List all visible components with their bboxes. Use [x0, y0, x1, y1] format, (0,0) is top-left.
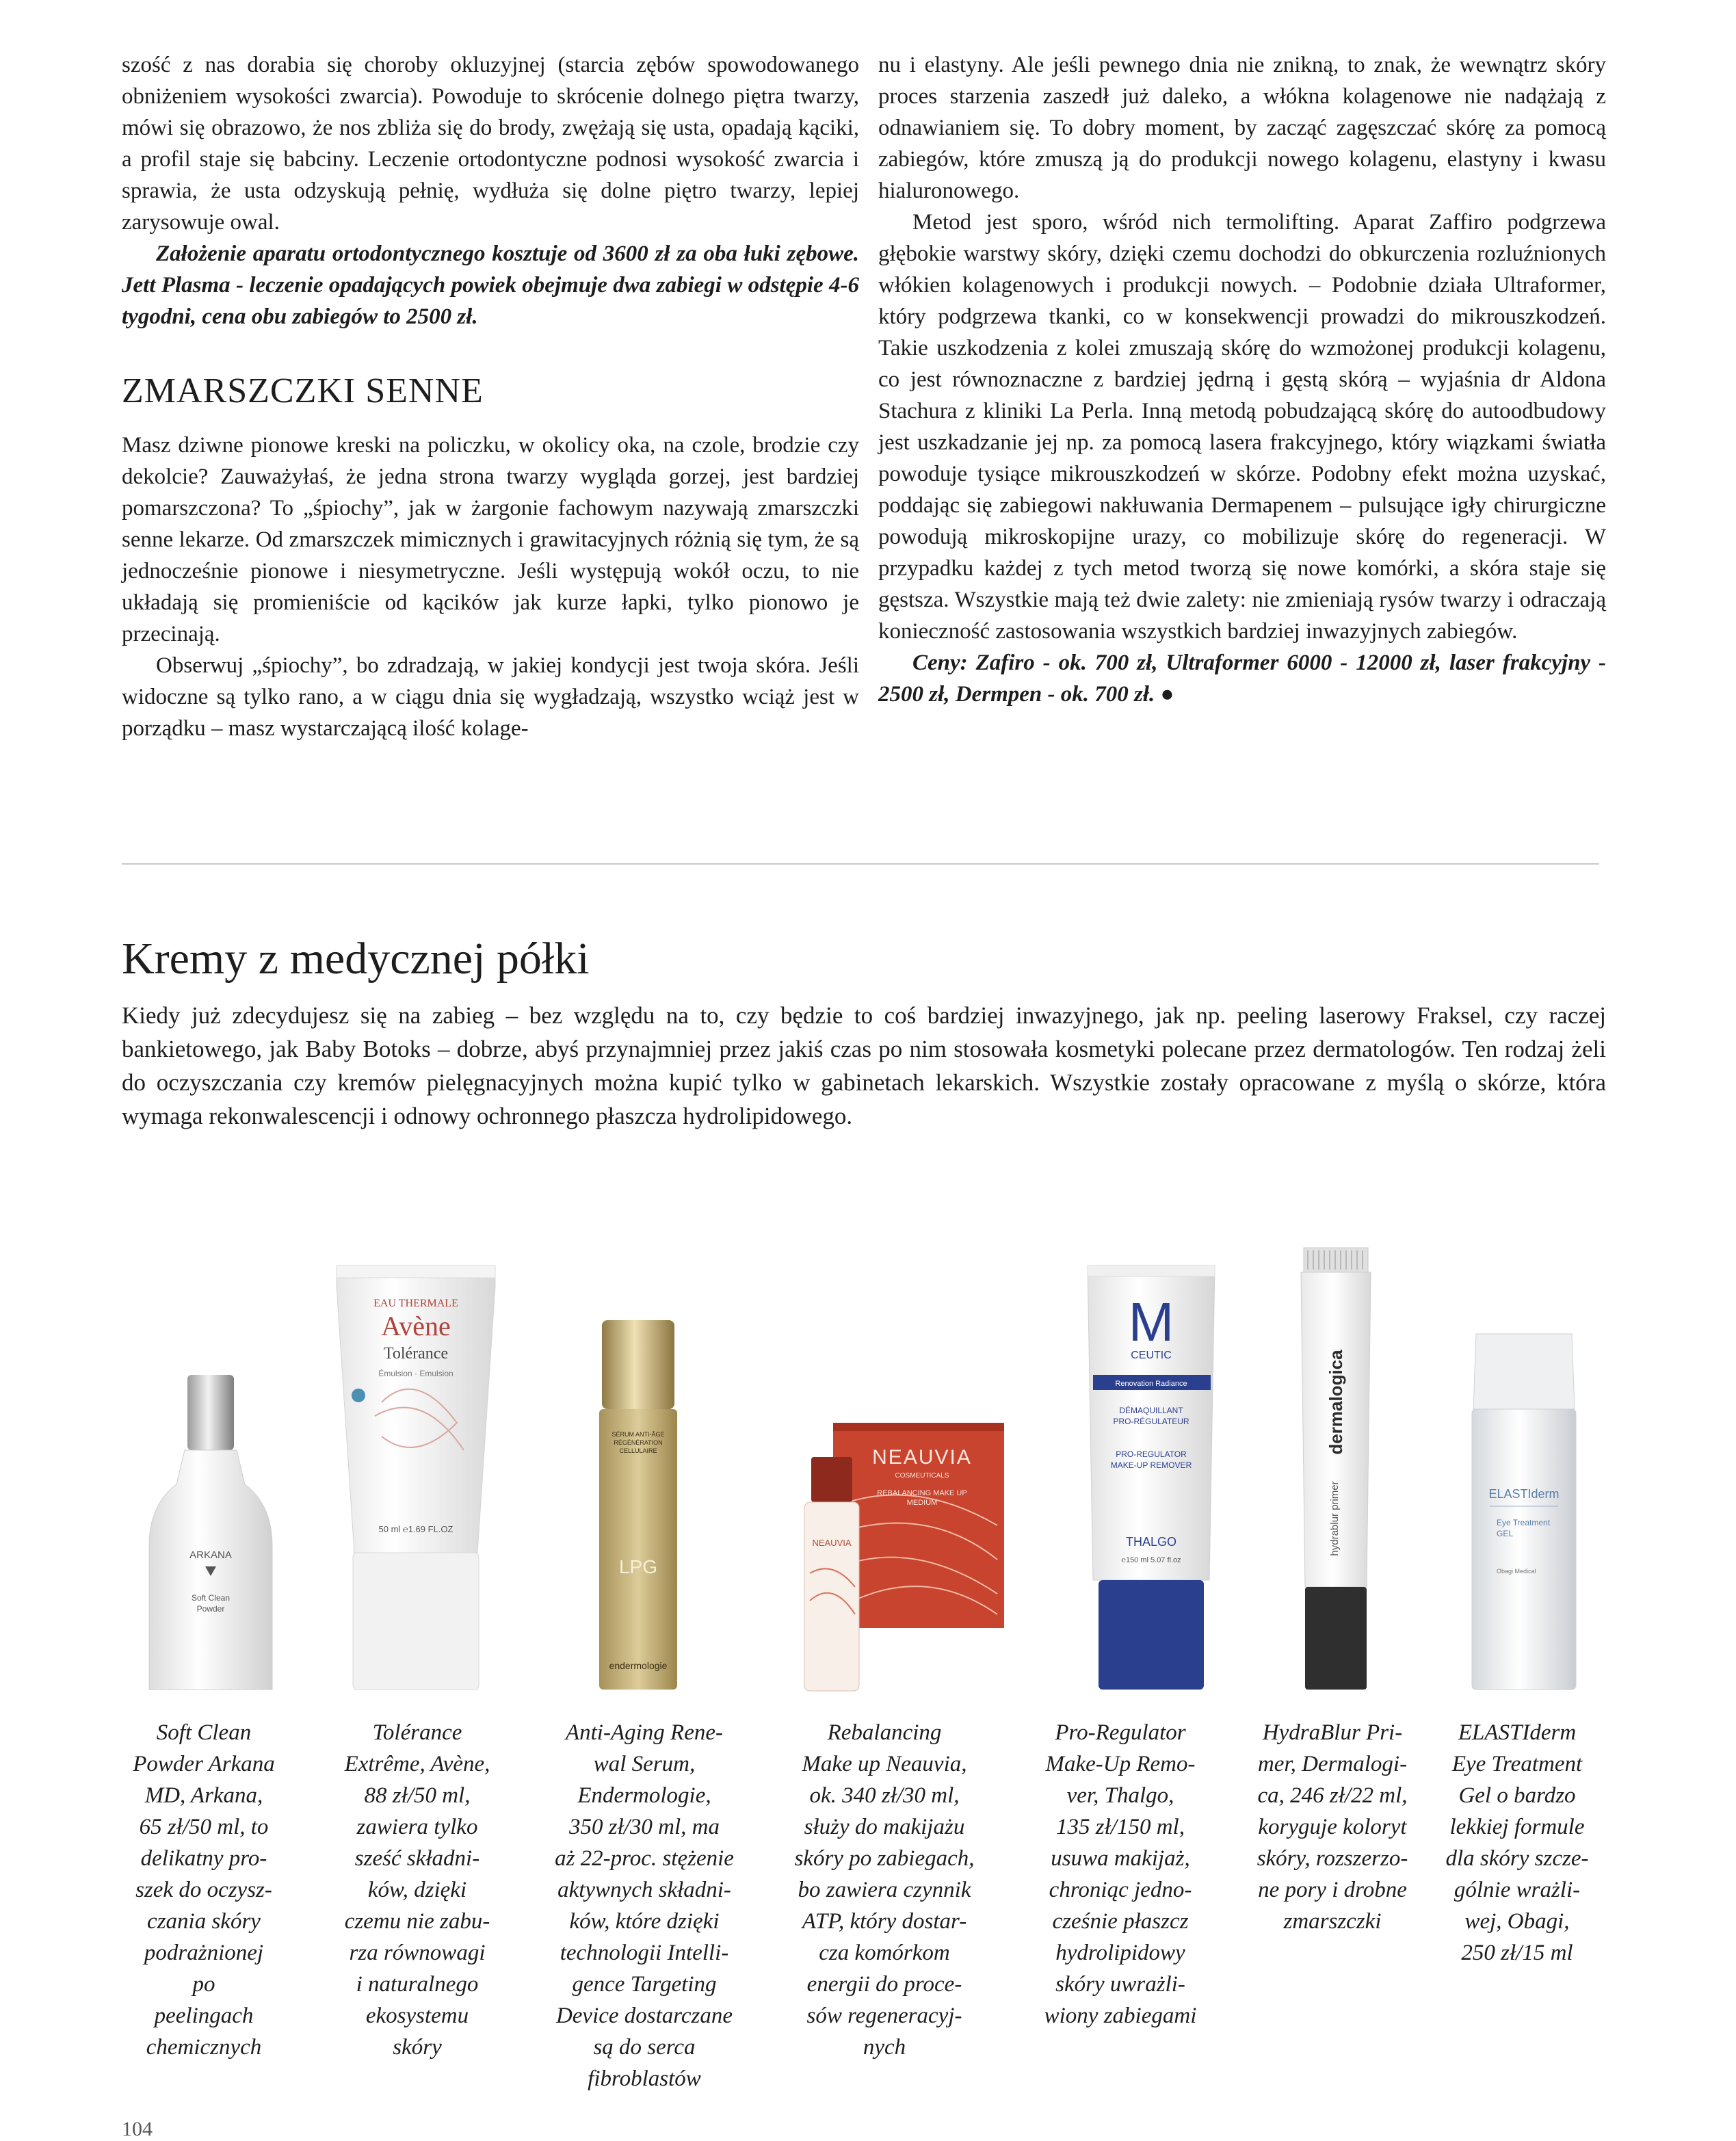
caption-line: aktywnych składni- [557, 1878, 731, 1902]
left-price-note: Założenie aparatu ortodontycznego kosztuje od 3600 zł za oba łuki zębowe. Jett Plasma - leczenie opadających powiek obejmuje dwa zabiegi w odstępie 4-6 tygodni, cena obu zabiegów to 2500 zł. [122, 241, 859, 329]
arkana-bottle-image [142, 1368, 279, 1696]
mceutic-ceutic: CEUTIC [1131, 1350, 1172, 1361]
neauvia-image [792, 1368, 1011, 1696]
elastiderm-pump-image [1462, 1327, 1586, 1696]
elastiderm-brand: ELASTIderm [1488, 1487, 1560, 1501]
dermalogica-brand: dermalogica [1326, 1350, 1346, 1455]
caption-line: ok. 340 zł/30 ml, [809, 1783, 960, 1808]
avene-eau-thermale: EAU THERMALE [373, 1298, 458, 1309]
avene-tolerance: Tolérance [383, 1345, 449, 1363]
caption-line: wej, Obagi, [1464, 1909, 1570, 1934]
caption-line: skóry [393, 2035, 442, 2060]
caption-line: po [192, 1972, 215, 1997]
caption-line: 350 zł/30 ml, ma [568, 1815, 720, 1839]
product-lpg [594, 1313, 683, 1696]
left-column [122, 49, 859, 744]
caption-line: 88 zł/50 ml, [364, 1783, 471, 1808]
caption-line: lekkiej formule [1449, 1815, 1585, 1839]
caption-line: ekosystemu [365, 2004, 469, 2028]
kremy-intro: Kiedy już zdecydujesz się na zabieg – bez względu na to, czy będzie to coś bardziej inwazyjnego, jak np. peeling laserowy Fraksel, czy raczej bankietowego, jak Baby Botoks – dobrze, abyś przynajmniej przez jakiś czas po nim stosowała kosmetyki polecane przez dermatologów. Ten rodzaj żeli do oczyszczania czy kremów pielęgnacyjnych można kupić tylko w gabinetach lekarskich. Wszystkie zostały opracowane z myślą o skórze, która wymaga rekonwalescencji i odnowy ochronnego płaszcza hydrolipidowego. [122, 1002, 1606, 1129]
right-column [878, 49, 1606, 710]
left-paragraph-3: Masz dziwne pionowe kreski na policzku, w okolicy oka, na czole, brodzie czy dekolcie? Zauważyłaś, że jedna strona twarzy wygląda gorzej, jest bardziej pomarszczona? To „śpiochy”, jak w żargonie fachowym nazywają zmarszczki senne lekarze. Od zmarszczek mimicznych i grawitacyjnych różnią się tym, że są jednocześnie pionowe i niesymetryczne. Jeśli występują wokół oczu, to nie układają się promieniście od kącików jak kurze łapki, tylko pionowo je przecinają. [122, 433, 859, 646]
caption-line: HydraBlur Pri- [1262, 1720, 1403, 1745]
product-thalgo [1086, 1259, 1216, 1696]
neauvia-bottle-brand: NEAUVIA [812, 1538, 852, 1548]
caption-line: MD, Arkana, [144, 1783, 263, 1808]
section-heading-zmarszczki: ZMARSZCZKI SENNE [122, 371, 484, 410]
mceutic-thalgo: THALGO [1125, 1535, 1177, 1549]
caption-line: dla skóry szcze- [1445, 1846, 1589, 1871]
mceutic-volume: ℮150 ml 5.07 fl.oz [1121, 1556, 1181, 1564]
caption-line: peelingach [154, 2004, 254, 2028]
caption-line: cześnie płaszcz [1052, 1909, 1189, 1934]
caption-line: ca, 246 zł/22 ml, [1257, 1783, 1408, 1808]
caption-line: fibroblastów [588, 2066, 701, 2091]
caption-line: Device dostarczane [555, 2004, 733, 2028]
left-paragraph-1: szość z nas dorabia się choroby okluzyjnej (starcia zębów spowodowanego obniżeniem wysokości zwarcia). Powoduje to skrócenie dolnego piętra twarzy, mówi się obrazowo, że nos zbliża się do brody, zwężają się usta, opadają kąciki, a profil staje się babciny. Leczenie ortodontyczne podnosi wysokość zwarcia i sprawia, że usta odzyskują pełnię, wydłuża się dolne piętro twarzy, lepiej zarysowuje owal. [122, 53, 859, 235]
caption-line: nych [863, 2035, 906, 2060]
caption-line: Make-Up Remo- [1045, 1752, 1196, 1776]
caption-line: wiony zabiegami [1044, 2004, 1197, 2028]
avene-brand: Avène [381, 1311, 451, 1341]
caption-avene [335, 1717, 499, 2063]
thalgo-tube-image [1086, 1259, 1216, 1696]
kremy-title: Kremy z medycznej półki [122, 934, 590, 984]
page-number: 104 [122, 2118, 153, 2140]
caption-line: energii do proce- [806, 1972, 962, 1997]
caption-line: zmarszczki [1283, 1909, 1382, 1934]
neauvia-sub: COSMEUTICALS [895, 1472, 949, 1480]
caption-line: Pro-Regulator [1055, 1720, 1186, 1745]
lpg-endermologie: endermologie [609, 1660, 668, 1671]
caption-arkana [122, 1717, 286, 2063]
caption-line: Powder Arkana [133, 1752, 275, 1776]
caption-line: chroniąc jedno- [1049, 1878, 1192, 1902]
caption-line: Anti-Aging Rene- [565, 1720, 723, 1745]
caption-line: delikatny pro- [140, 1846, 267, 1871]
caption-line: służy do makijażu [804, 1815, 965, 1839]
caption-line: 135 zł/150 ml, [1056, 1815, 1185, 1839]
caption-line: ne pory i drobne [1258, 1878, 1407, 1902]
caption-line: skóry, rozszerzo- [1257, 1846, 1408, 1871]
caption-line: są do serca [593, 2035, 696, 2060]
product-arkana [142, 1368, 279, 1696]
caption-line: ków, dzięki [367, 1878, 467, 1902]
product-neauvia [792, 1368, 1011, 1696]
lpg-logo-text: LPG [618, 1556, 658, 1577]
caption-line: aż 22-proc. stężenie [555, 1846, 734, 1871]
caption-line: Soft Clean [156, 1720, 252, 1745]
caption-line: szek do oczysz- [135, 1878, 272, 1902]
caption-line: skóry po zabiegach, [794, 1846, 975, 1871]
caption-line: skóry uwrażli- [1055, 1972, 1185, 1997]
caption-line: Make up Neauvia, [802, 1752, 967, 1776]
product-row [122, 1231, 1606, 1696]
caption-line: ków, które dzięki [569, 1909, 720, 1934]
caption-line: czania skóry [147, 1909, 261, 1934]
neauvia-product: REBALANCING MAKE UP [877, 1489, 967, 1497]
caption-line: 250 zł/15 ml [1461, 1941, 1573, 1965]
product-captions [122, 1717, 1606, 2100]
dermalogica-product: hydrablur primer [1329, 1481, 1341, 1556]
elastiderm-obagi: Obagi Medical [1497, 1568, 1536, 1575]
caption-line: cza komórkom [819, 1941, 950, 1965]
caption-line: rza równowagi [349, 1941, 486, 1965]
caption-line: usuwa makijaż, [1051, 1846, 1190, 1871]
caption-dermalogica [1250, 1717, 1415, 1937]
caption-line: hydrolipidowy [1055, 1941, 1185, 1965]
caption-line: Gel o bardzo [1458, 1783, 1576, 1808]
product-avene [334, 1259, 498, 1696]
caption-line: Eye Treatment [1451, 1752, 1583, 1776]
caption-line: i naturalnego [356, 1972, 479, 1997]
caption-line: Rebalancing [827, 1720, 942, 1745]
mceutic-renovation: Renovation Radiance [1115, 1380, 1187, 1388]
lpg-label-3: CELLULAIRE [619, 1447, 657, 1454]
caption-elastiderm [1435, 1717, 1599, 1969]
elastiderm-line2: GEL [1497, 1529, 1514, 1538]
caption-line: ELASTIderm [1458, 1720, 1577, 1745]
mceutic-m: M [1128, 1291, 1174, 1352]
caption-line: chemicznych [146, 2035, 262, 2060]
caption-line: Endermologie, [577, 1783, 711, 1808]
caption-line: ver, Thalgo, [1066, 1783, 1174, 1808]
caption-line: bo zawiera czynnik [798, 1878, 971, 1902]
lpg-serum-image [594, 1313, 683, 1696]
mceutic-fr-2: PRO-RÉGULATEUR [1113, 1417, 1189, 1426]
mceutic-en-1: PRO-REGULATOR [1116, 1449, 1187, 1459]
right-price-note: Ceny: Zafiro - ok. 700 zł, Ultraformer 6000 - 12000 zł, laser frakcyjny - 2500 zł, Dermpen - ok. 700 zł. ● [878, 651, 1606, 707]
avene-tube-image [334, 1259, 498, 1696]
product-dermalogica [1298, 1245, 1373, 1696]
arkana-brand-text: ARKANA [189, 1549, 232, 1561]
elastiderm-line1: Eye Treatment [1497, 1518, 1551, 1527]
neauvia-shade: MEDIUM [906, 1499, 938, 1507]
caption-neauvia [792, 1717, 977, 2063]
caption-line: gence Targeting [572, 1972, 717, 1997]
mceutic-en-2: MAKE-UP REMOVER [1110, 1460, 1192, 1470]
caption-line: zawiera tylko [356, 1815, 478, 1839]
caption-thalgo [1038, 1717, 1202, 2032]
right-paragraph-2: Metod jest sporo, wśród nich termolifting. Aparat Zaffiro podgrzewa głębokie warstwy skóry, dzięki czemu dochodzi do obkurczenia rozluźnionych włókien kolagenowych i produkcji nowych. – Podobnie działa Ultraformer, który podgrzewa tkanki, co w konsekwencji prowadzi do mikrouszkodzeń. Takie uszkodzenia z kolei zmuszają skórę do wzmożonej produkcji kolagenu, co jest równoznaczne z bardziej jędrną i gęstą skórą – wyjaśnia dr Aldona Stachura z kliniki La Perla. Inną metodą pobudzającą skórę do autoodbudowy jest uszkadzanie jej np. za pomocą lasera frakcyjnego, który wiązkami światła powoduje tysiące mikrouszkodzeń w skórze. Podobny efekt można uzyskać, poddając się zabiegowi nakłuwania Dermapenem – pulsujące igły chirurgiczne powodują mikroskopijne urazy, co mobilizuje skórę do regeneracji. W przypadku każdej z tych metod tworzą się nowe komórki, a skóra staje się gęstsza. Wszystkie mają też dwie zalety: nie zmieniają rysów twarzy i odraczają konieczność zastosowania wszystkich bardziej inwazyjnych zabiegów. [878, 210, 1606, 644]
caption-line: sześć składni- [354, 1846, 480, 1871]
mceutic-fr-1: DÉMAQUILLANT [1119, 1406, 1183, 1415]
section-divider [122, 863, 1599, 865]
avene-volume: 50 ml ℮1.69 FL.OZ [378, 1524, 453, 1534]
dermalogica-tube-image [1298, 1245, 1373, 1696]
caption-line: 65 zł/50 ml, to [139, 1815, 269, 1839]
caption-line: czemu nie zabu- [344, 1909, 490, 1934]
caption-line: wal Serum, [593, 1752, 696, 1776]
caption-line: sów regeneracyj- [806, 2004, 962, 2028]
product-elastiderm [1462, 1327, 1586, 1696]
arkana-product-line1: Soft Clean [191, 1593, 231, 1603]
arkana-product-line2: Powder [196, 1604, 225, 1614]
caption-line: Extrême, Avène, [344, 1752, 490, 1776]
neauvia-brand: NEAUVIA [872, 1446, 972, 1469]
caption-line: gólnie wrażli- [1454, 1878, 1581, 1902]
caption-line: Tolérance [372, 1720, 462, 1745]
caption-line: technologii Intelli- [560, 1941, 729, 1965]
lpg-label-2: RÉGÉNÉRATION [614, 1439, 663, 1446]
avene-emulsion: Émulsion · Emulsion [378, 1369, 453, 1378]
right-paragraph-1: nu i elastyny. Ale jeśli pewnego dnia nie znikną, to znak, że wewnątrz skóry proces starzenia zaszedł już daleko, a włókna kolagenowe nie nadążają z odnawianiem się. To dobry moment, by zacząć zagęszczać skórę za pomocą zabiegów, które zmuszą ją do produkcji nowego kolagenu, elastyny i kwasu hialuronowego. [878, 53, 1606, 203]
caption-lpg [549, 1717, 740, 2094]
caption-line: koryguje koloryt [1258, 1815, 1407, 1839]
caption-line: ATP, który dostar- [802, 1909, 967, 1934]
caption-line: mer, Dermalogi- [1257, 1752, 1408, 1776]
lpg-label-1: SÉRUM ANTI-ÂGE [611, 1431, 665, 1438]
caption-line: podrażnionej [144, 1941, 264, 1965]
left-paragraph-4: Obserwuj „śpiochy”, bo zdradzają, w jakiej kondycji jest twoja skóra. Jeśli widoczne są tylko rano, a w ciągu dnia się wygładzają, wszystko wciąż jest w porządku – masz wystarczającą ilość kolage- [122, 653, 859, 741]
